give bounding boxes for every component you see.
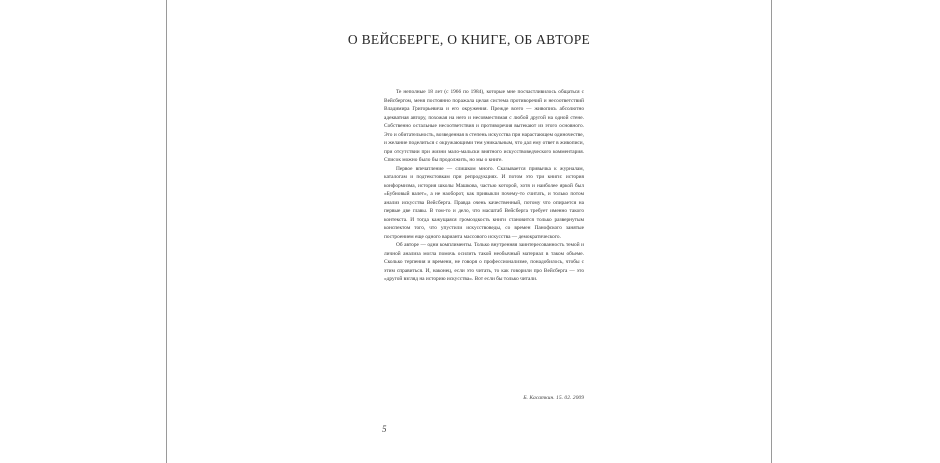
paragraph-1: Те неполные 18 лет (с 1966 по 1984), которые мне посчастливилось общаться с Вейсбергом, меня постоянно поражала целая система противоречий и несоответствий Владимира Григорьевича и его окружения. Прежде всего — живопись абсолютно адекватная автору, похожая на него и несовместимая с любой другой на одной стене. Собственно остальные несоответствия и противоречия вытекают из этого основного. Это и обитательность, возведенная в степень искусства при нарастающем одиночестве, и желание поделиться с окружающими тем уникальным, что дал ему ответ в живописи, при отсутствии при жизни мало-мальски внятного искусствоведческого комментария. Список можно было бы продолжить, но мы о книге.	[384, 89, 584, 163]
page-title: О ВЕЙСБЕРГЕ, О КНИГЕ, ОБ АВТОРЕ	[347, 32, 591, 47]
signature: Б. Касаткин. 15. 02. 2009	[523, 395, 584, 401]
body-text	[384, 88, 584, 284]
paragraph-2: Первое впечатление — слишком много. Сказывается привычка к журналам, каталогам и подтекстовкам при репродукциях. И потом это три книги: история конформизма, история школы Машкова, частью которой, хотя и наиболее яркой был «Бубновый валет», а не наоборот, как привыкли почему-то считать, и только потом анализ искусства Вейсберга. Правда очень качественный, потому что опирается на первые две главы. В том-то и дело, что масштаб Вейсберга требует именно такого контекста. И тогда кажущаяся громоздкость книги становится только развернутым конспектом того, что упустили искусствоведы, со времен Панофского занятые построением еще одного варианта массового искусства — демократического.	[384, 165, 584, 240]
page-number: 5	[382, 424, 387, 434]
paragraph-3: Об авторе — одни комплименты. Только внутренняя заинтересованность темой и личной анализа могла помочь осилить такой необычный материал в таком объеме. Сколько терпения и времени, не говоря о профессионализме, понадобилось, чтобы с этим справиться. И, наконец, если это читать, то как говорили про Вейсберга — это «другой взгляд на историю искусства». Вот если бы только читали.	[384, 242, 584, 282]
book-page	[166, 0, 772, 463]
